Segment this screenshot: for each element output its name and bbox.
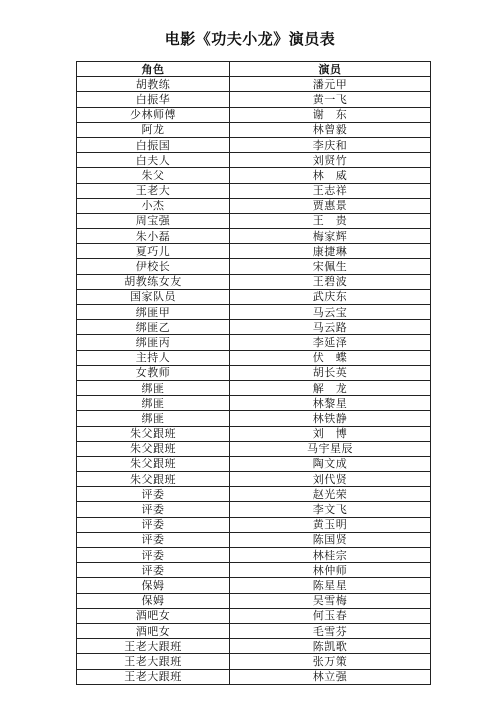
actor-cell: 吴雪梅 — [230, 593, 431, 608]
actor-cell: 王志祥 — [230, 183, 431, 198]
table-row — [77, 198, 431, 213]
actor-cell: 马云路 — [230, 320, 431, 335]
role-cell: 酒吧女 — [77, 608, 230, 623]
actor-cell: 武庆东 — [230, 289, 431, 304]
actor-cell: 林立强 — [230, 669, 431, 684]
table-row — [77, 122, 431, 137]
table-row — [77, 608, 431, 623]
actor-cell: 李文飞 — [230, 502, 431, 517]
table-row — [77, 274, 431, 289]
actor-cell: 伏 蝶 — [230, 350, 431, 365]
role-cell: 白振华 — [77, 92, 230, 107]
role-cell: 绑匪 — [77, 380, 230, 395]
actor-cell: 毛雪芬 — [230, 623, 431, 638]
actor-cell: 康捷琳 — [230, 244, 431, 259]
role-cell: 王老大跟班 — [77, 669, 230, 684]
actor-cell: 刘 博 — [230, 426, 431, 441]
column-header-actor: 演员 — [230, 62, 431, 77]
table-row — [77, 320, 431, 335]
table-row — [77, 229, 431, 244]
table-row — [77, 77, 431, 92]
actor-cell: 陈国贤 — [230, 532, 431, 547]
role-cell: 王老大跟班 — [77, 654, 230, 669]
role-cell: 女教师 — [77, 365, 230, 380]
role-cell: 白夫人 — [77, 153, 230, 168]
role-cell: 胡教练 — [77, 77, 230, 92]
table-row — [77, 365, 431, 380]
role-cell: 王老大 — [77, 183, 230, 198]
actor-cell: 宋佩生 — [230, 259, 431, 274]
table-row — [77, 669, 431, 684]
table-body — [77, 77, 431, 685]
cast-table — [76, 61, 431, 685]
role-cell: 保姆 — [77, 593, 230, 608]
role-cell: 评委 — [77, 532, 230, 547]
table-row — [77, 259, 431, 274]
role-cell: 主持人 — [77, 350, 230, 365]
actor-cell: 黄一飞 — [230, 92, 431, 107]
table-row — [77, 563, 431, 578]
actor-cell: 陈凯歌 — [230, 639, 431, 654]
role-cell: 评委 — [77, 548, 230, 563]
actor-cell: 黄玉明 — [230, 517, 431, 532]
table-row — [77, 396, 431, 411]
table-row — [77, 578, 431, 593]
role-cell: 夏巧儿 — [77, 244, 230, 259]
table-row — [77, 411, 431, 426]
table-row — [77, 472, 431, 487]
table-row — [77, 289, 431, 304]
role-cell: 朱父跟班 — [77, 472, 230, 487]
actor-cell: 林桂宗 — [230, 548, 431, 563]
role-cell: 评委 — [77, 517, 230, 532]
table-row — [77, 335, 431, 350]
table-row — [77, 456, 431, 471]
table-row — [77, 517, 431, 532]
table-row — [77, 654, 431, 669]
table-row — [77, 426, 431, 441]
actor-cell: 林 威 — [230, 168, 431, 183]
table-row — [77, 244, 431, 259]
actor-cell: 谢 东 — [230, 107, 431, 122]
role-cell: 评委 — [77, 487, 230, 502]
table-row — [77, 305, 431, 320]
role-cell: 绑匪乙 — [77, 320, 230, 335]
role-cell: 绑匪 — [77, 396, 230, 411]
actor-cell: 梅家辉 — [230, 229, 431, 244]
role-cell: 阿龙 — [77, 122, 230, 137]
actor-cell: 陶文成 — [230, 456, 431, 471]
actor-cell: 刘贤竹 — [230, 153, 431, 168]
table-row — [77, 213, 431, 228]
role-cell: 小杰 — [77, 198, 230, 213]
actor-cell: 张万策 — [230, 654, 431, 669]
role-cell: 朱父跟班 — [77, 441, 230, 456]
actor-cell: 林仲师 — [230, 563, 431, 578]
table-row — [77, 153, 431, 168]
actor-cell: 马宇星辰 — [230, 441, 431, 456]
role-cell: 绑匪甲 — [77, 305, 230, 320]
actor-cell: 马云宝 — [230, 305, 431, 320]
role-cell: 朱父 — [77, 168, 230, 183]
role-cell: 朱父跟班 — [77, 456, 230, 471]
actor-cell: 解 龙 — [230, 380, 431, 395]
actor-cell: 林铁静 — [230, 411, 431, 426]
table-row — [77, 548, 431, 563]
actor-cell: 李延泽 — [230, 335, 431, 350]
table-row — [77, 350, 431, 365]
page-title: 电影《功夫小龙》演员表 — [164, 30, 336, 48]
role-cell: 酒吧女 — [77, 623, 230, 638]
table-row — [77, 107, 431, 122]
role-cell: 周宝强 — [77, 213, 230, 228]
role-cell: 少林师傅 — [77, 107, 230, 122]
role-cell: 伊校长 — [77, 259, 230, 274]
actor-cell: 贾惠景 — [230, 198, 431, 213]
actor-cell: 潘元甲 — [230, 77, 431, 92]
table-row — [77, 168, 431, 183]
table-row — [77, 441, 431, 456]
role-cell: 评委 — [77, 502, 230, 517]
role-cell: 保姆 — [77, 578, 230, 593]
actor-cell: 林黎星 — [230, 396, 431, 411]
role-cell: 评委 — [77, 563, 230, 578]
role-cell: 王老大跟班 — [77, 639, 230, 654]
actor-cell: 林曾毅 — [230, 122, 431, 137]
actor-cell: 王 贵 — [230, 213, 431, 228]
actor-cell: 赵光荣 — [230, 487, 431, 502]
role-cell: 朱小磊 — [77, 229, 230, 244]
actor-cell: 陈星星 — [230, 578, 431, 593]
table-row — [77, 92, 431, 107]
table-row — [77, 487, 431, 502]
role-cell: 白振国 — [77, 137, 230, 152]
table-row — [77, 137, 431, 152]
column-header-role: 角色 — [77, 62, 230, 77]
role-cell: 朱父跟班 — [77, 426, 230, 441]
table-header-row — [77, 62, 431, 77]
actor-cell: 何玉春 — [230, 608, 431, 623]
role-cell: 胡教练女友 — [77, 274, 230, 289]
table-row — [77, 183, 431, 198]
table-row — [77, 502, 431, 517]
role-cell: 绑匪 — [77, 411, 230, 426]
table-row — [77, 593, 431, 608]
role-cell: 绑匪丙 — [77, 335, 230, 350]
actor-cell: 李庆和 — [230, 137, 431, 152]
actor-cell: 王碧波 — [230, 274, 431, 289]
table-row — [77, 532, 431, 547]
table-row — [77, 623, 431, 638]
actor-cell: 刘代贤 — [230, 472, 431, 487]
table-row — [77, 639, 431, 654]
actor-cell: 胡长英 — [230, 365, 431, 380]
table-row — [77, 380, 431, 395]
role-cell: 国家队员 — [77, 289, 230, 304]
